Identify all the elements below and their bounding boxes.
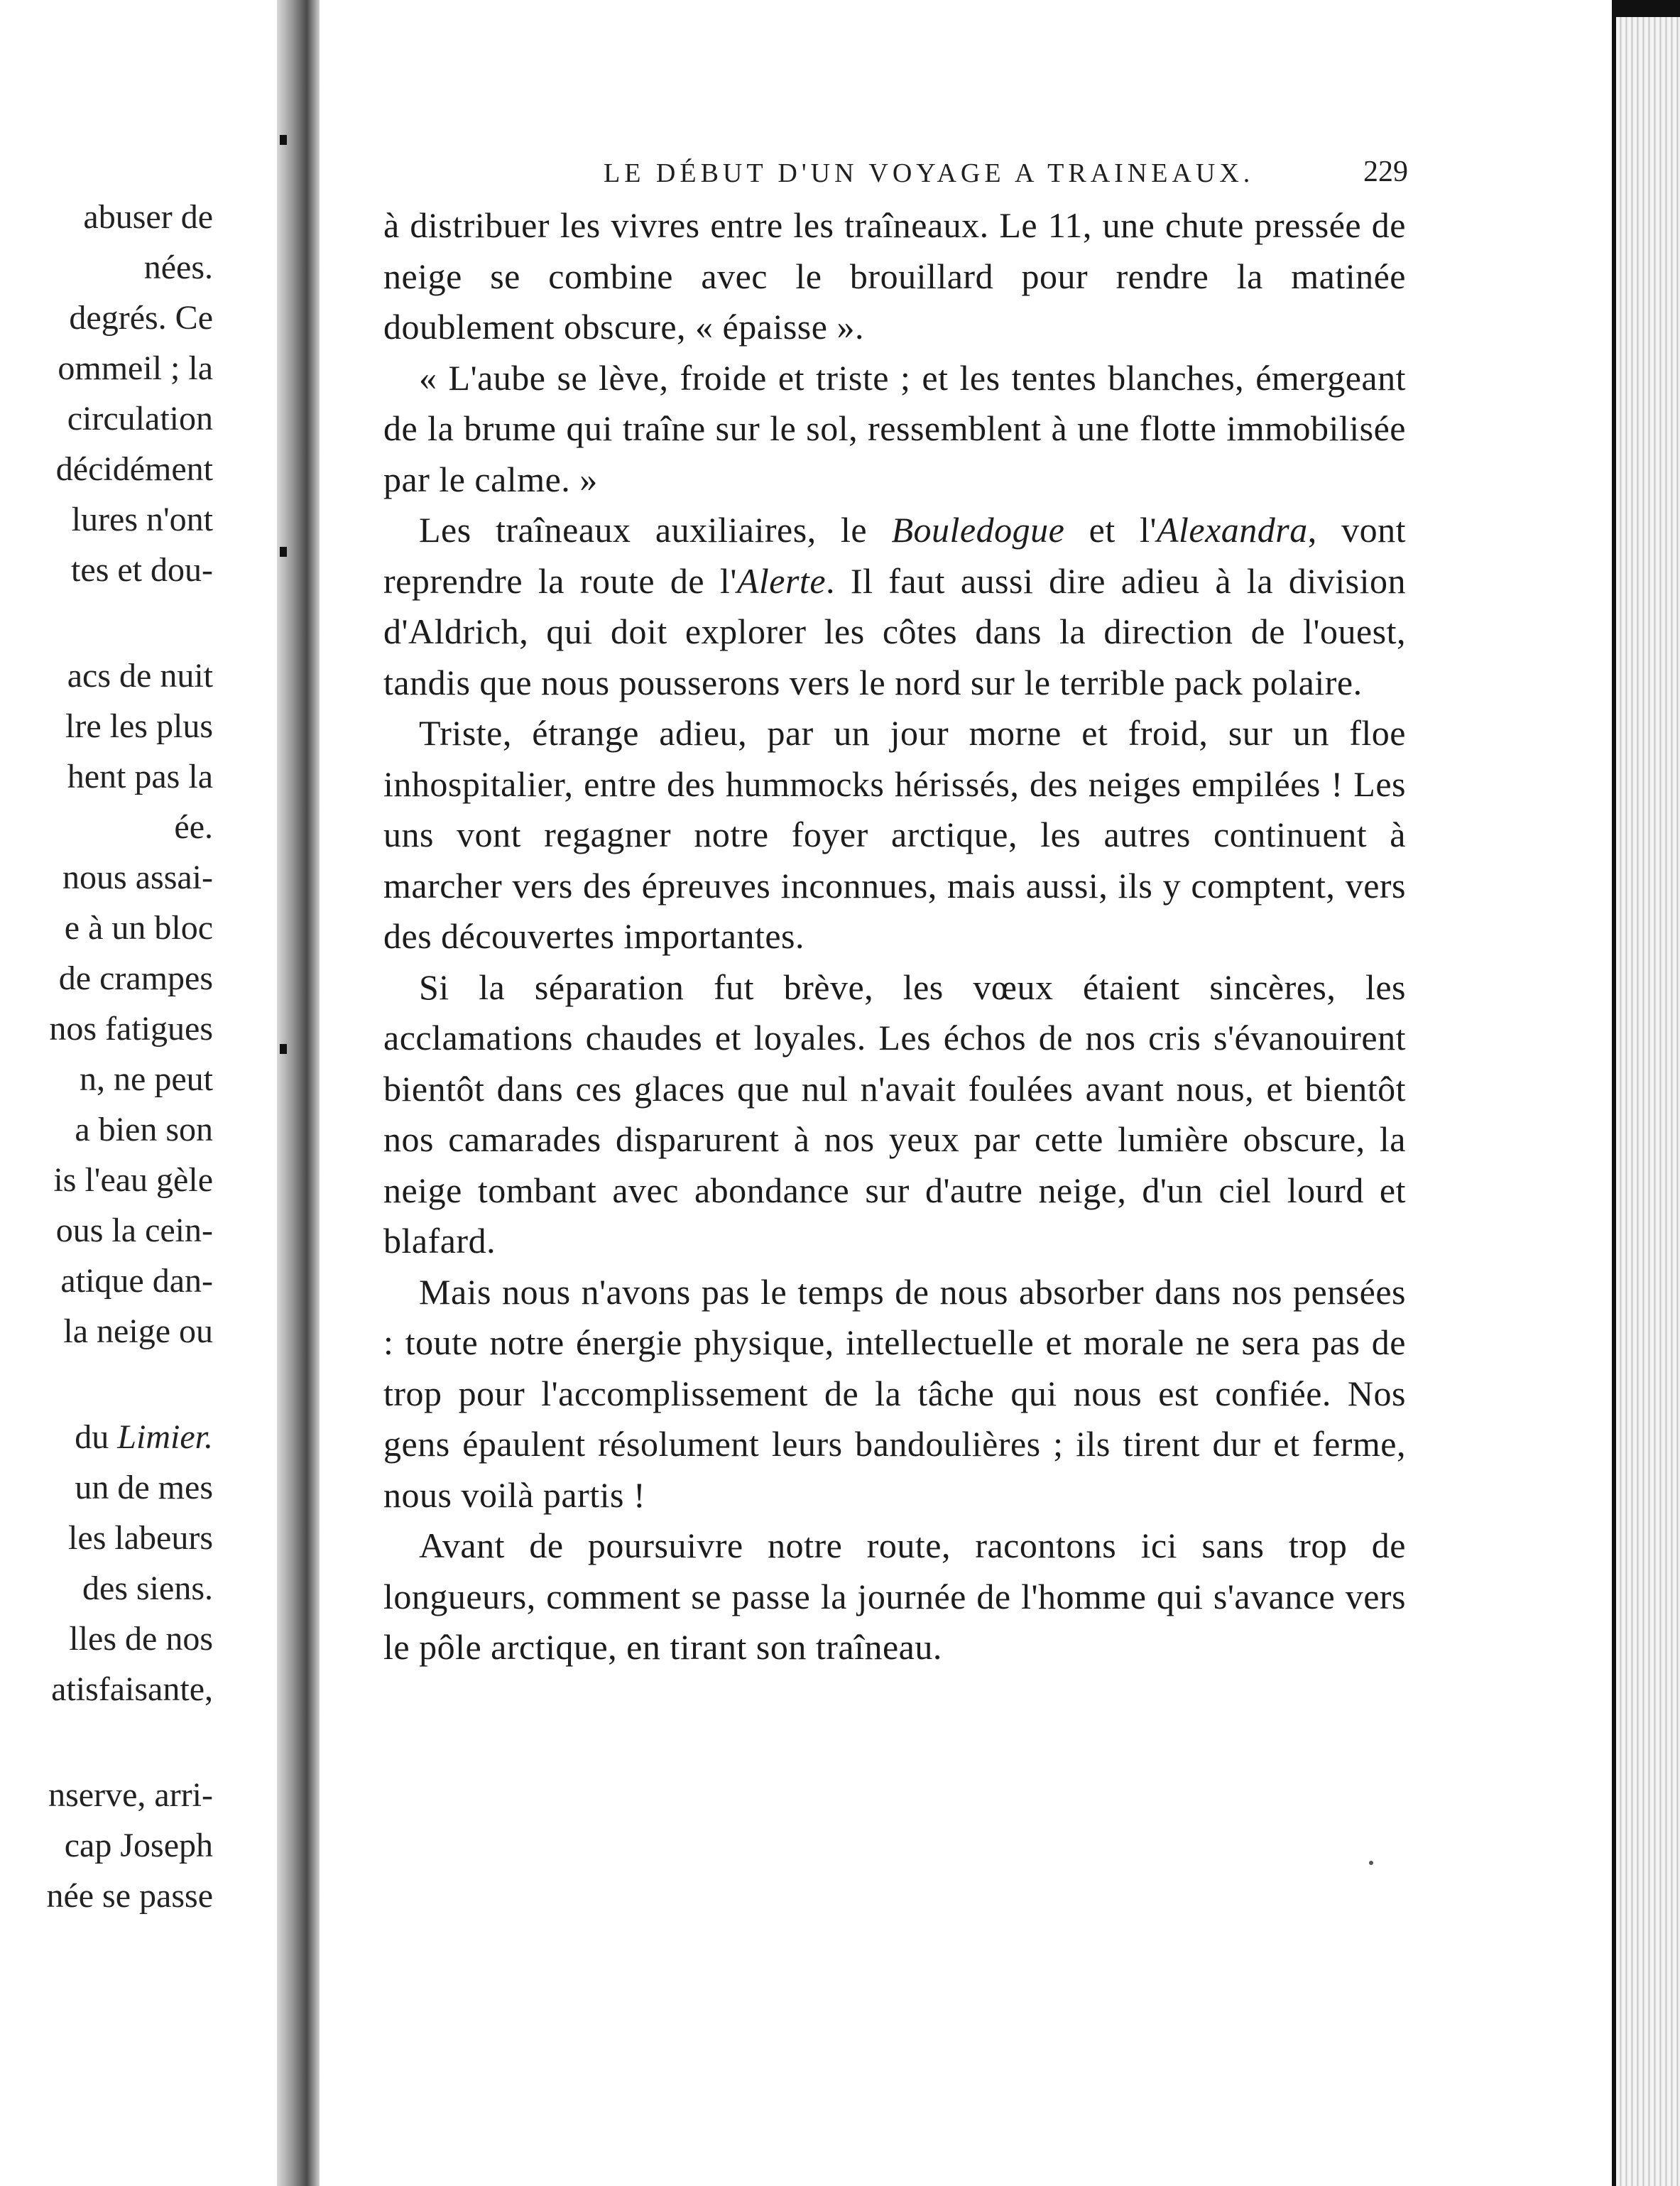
left-line: nées.: [143, 249, 213, 286]
left-line: lles de nos: [69, 1620, 213, 1658]
left-line: ommeil ; la: [58, 349, 213, 387]
left-line: ée.: [174, 808, 213, 846]
page-number: 229: [1363, 156, 1408, 188]
paragraph: Les traîneaux auxiliaires, le Bouledogue et l'Alexandra, vont reprendre la route de l'Alerte. Il faut aussi dire adieu à la division d'Aldrich, qui doit explorer les côtes dans la direction de l'ouest, tandis que nous pousserons vers le nord sur le terrible pack polaire.: [383, 510, 1406, 702]
left-line: nos fatigues: [49, 1010, 213, 1048]
running-title: LE DÉBUT D'UN VOYAGE A TRAINEAUX.: [604, 158, 1255, 188]
book-gutter: [277, 0, 320, 2186]
left-line: e à un bloc: [64, 909, 213, 947]
paragraph: Avant de poursuivre notre route, racontons ici sans trop de longueurs, comment se passe la journée de l'homme qui s'avance vers le pôle arctique, en tirant son traîneau.: [383, 1526, 1406, 1667]
gutter-mark: [280, 1044, 287, 1054]
left-line: lre les plus: [65, 707, 213, 745]
left-line: un de mes: [75, 1469, 213, 1506]
paragraph: Si la séparation fut brève, les vœux étaient sincères, les acclamations chaudes et loyales. Les échos de nos cris s'évanouirent bientôt dans ces glaces que nul n'avait foulées avant nous, et bientôt nos camarades disparurent à nos yeux par cette lumière obscure, la neige tombant avec abondance sur d'autre neige, d'un ciel lourd et blafard.: [383, 967, 1406, 1261]
paper-speck: [1369, 1861, 1373, 1865]
left-line: cap Joseph: [64, 1827, 213, 1864]
paragraph: à distribuer les vivres entre les traîneaux. Le 11, une chute pressée de neige se combine avec le brouillard pour rendre la matinée doublement obscure, « épaisse ».: [383, 205, 1406, 347]
left-line: de crampes: [58, 959, 213, 997]
left-line: atique dan-: [60, 1262, 213, 1300]
left-line: nserve, arri-: [48, 1776, 213, 1814]
left-line: tes et dou-: [71, 551, 213, 589]
left-line: les labeurs: [68, 1519, 213, 1557]
left-line: atisfaisante,: [51, 1670, 213, 1708]
page-edges: [1612, 0, 1680, 2186]
left-line: décidément: [55, 450, 213, 488]
italic-word: Limier.: [117, 1418, 213, 1456]
left-line: is l'eau gèle: [53, 1161, 213, 1199]
left-line: lures n'ont: [71, 501, 213, 538]
top-edge-shadow: [1612, 0, 1680, 17]
paragraph: Triste, étrange adieu, par un jour morne et froid, sur un floe inhospitalier, entre des hummocks hérissés, des neiges empilées ! Les uns vont regagner notre foyer arctique, les autres continuent à marcher vers des épreuves inconnues, mais aussi, ils y comptent, vers des découvertes importantes.: [383, 713, 1406, 956]
left-line: la neige ou: [63, 1312, 213, 1350]
paragraph: Mais nous n'avons pas le temps de nous absorber dans nos pensées : toute notre énergie physique, intellectuelle et morale ne sera pas de trop pour l'accomplissement de la tâche qui nous est confiée. Nos gens épaulent résolument leurs bandoulières ; ils tirent dur et ferme, nous voilà partis !: [383, 1271, 1406, 1515]
left-line: hent pas la: [67, 758, 213, 795]
left-line: a bien son: [75, 1111, 213, 1148]
ship-name: Alerte: [736, 560, 827, 601]
paragraph: « L'aube se lève, froide et triste ; et les tentes blanches, émergeant de la brume qui traîne sur le sol, ressemblent à une flotte immobilisée par le calme. »: [383, 357, 1406, 499]
left-line: circulation: [67, 400, 213, 437]
ship-name: Alexandra: [1156, 510, 1308, 550]
gutter-mark: [280, 135, 287, 145]
left-line: nous assai-: [62, 859, 213, 896]
left-line: acs de nuit: [67, 657, 213, 695]
main-page: [320, 0, 1612, 2186]
left-line: degrés. Ce: [69, 299, 213, 337]
left-line: n, ne peut: [80, 1060, 213, 1098]
gutter-mark: [280, 547, 287, 557]
left-line: abuser de: [83, 198, 213, 236]
left-line-italic: du Limier.: [75, 1418, 213, 1456]
left-line: ous la cein-: [55, 1212, 213, 1249]
body-text: [383, 200, 1406, 1673]
left-facing-page: [0, 0, 277, 2186]
left-line: des siens.: [82, 1570, 213, 1607]
left-line: née se passe: [46, 1877, 213, 1915]
ship-name: Bouledogue: [891, 510, 1065, 550]
